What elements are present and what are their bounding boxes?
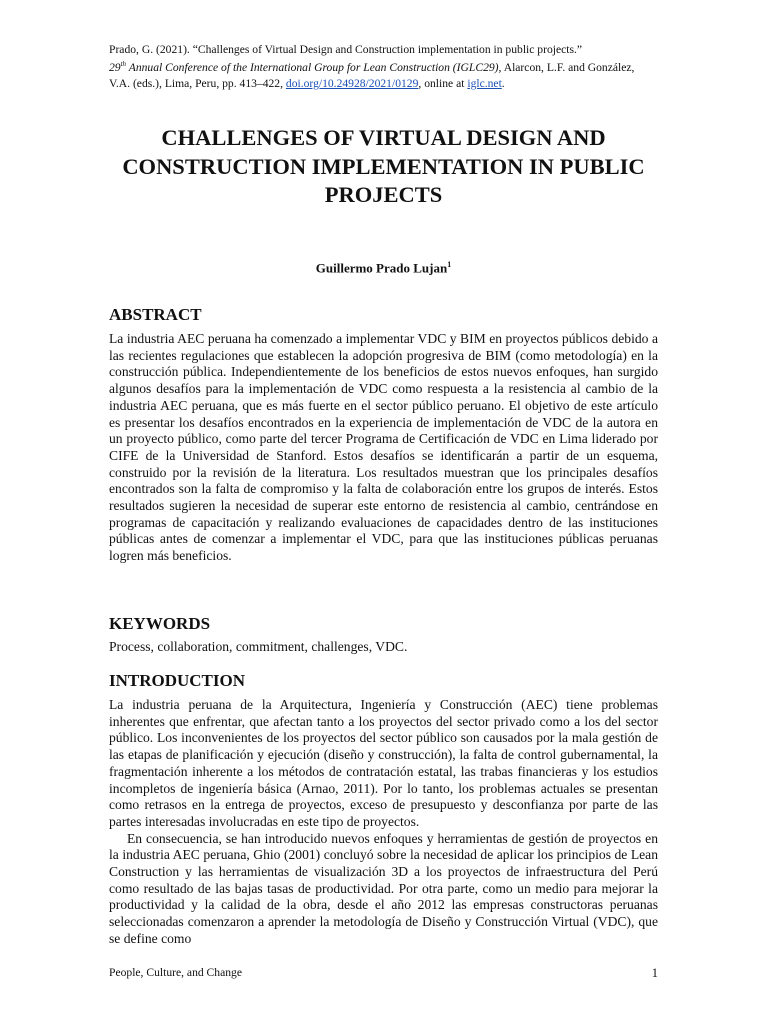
introduction-body bbox=[109, 697, 658, 948]
citation-editors: Alarcon, L.F. and González, V.A. (eds.), Lima, Peru, pp. 413–422, bbox=[109, 61, 635, 90]
iglc-link[interactable]: iglc.net bbox=[467, 76, 502, 90]
introduction-heading: INTRODUCTION bbox=[109, 671, 246, 690]
keywords-heading: KEYWORDS bbox=[109, 614, 211, 633]
author-name: Guillermo Prado Lujan bbox=[315, 260, 448, 276]
page-number: 1 bbox=[651, 966, 658, 980]
author-line bbox=[109, 260, 658, 276]
author-footnote-marker: 1 bbox=[447, 260, 452, 269]
conference-name: 29th Annual Conference of the International Group for Lean Construction (IGLC29), bbox=[109, 60, 502, 75]
abstract-text: La industria AEC peruana ha comenzado a implementar VDC y BIM en proyectos públicos debido a las recientes regulaciones que establecen la adopción progresiva de BIM (como metodología) en la construcción pública. Independientemente de los beneficios de estos nuevos enfoques, han surgido algunos desafíos para la implementación de VDC como respuesta a la resistencia al cambio de la industria AEC peruana, que es más fuerte en el sector público peruano. El objetivo de este artículo es presentar los desafíos encontrados en la experiencia de implementación de VDC de la autora en un proyecto público, como parte del tercer Programa de Certificación de VDC en Lima liderado por CIFE de la Universidad de Stanford. Estos desafíos se identificarán a partir de un esquema, construido por la revisión de la literatura. Los resultados muestran que los principales desafíos encontrados son la falta de compromiso y la falta de colaboración entre los grupos de interés. Estos resultados sugieren la necesidad de superar este entorno de resistencia al cambio, centrándose en programas de capacitación y realizando evaluaciones de capacidades dentro de las instituciones públicas antes de comenzar a implementar el VDC, para que las instituciones públicas peruanas logren más beneficios. bbox=[109, 331, 658, 564]
citation-header: Prado, G. (2021). “Challenges of Virtual Design and Construction implementation in public projects.” 29th Annual Conference of the International Group for Lean Construction (IGLC29), Alarcon, L.F. and González, V.A. (eds.), Lima, Peru, pp. 413–422, doi.org/10.24928/2021/0129, online at iglc.net. bbox=[109, 43, 635, 90]
introduction-paragraph-1: La industria peruana de la Arquitectura, Ingeniería y Construcción (AEC) tiene problemas inherentes que enfrentar, que afectan tanto a los proyectos del sector privado como a los del sector público. Los inconvenientes de los proyectos del sector público son causados por la mala gestión de las etapas de planificación y ejecución (diseño y construcción), la falta de control gubernamental, la fragmentación inherente a los métodos de contratación estatal, las trabas financieras y los estudios incompletos de ingeniería básica (Arnao, 2011). Por lo tanto, los problemas actuales se presentan como retrasos en la entrega de proyectos, exceso de presupuesto y desconfianza por parte de las partes interesadas involucradas en este tipo de proyectos. bbox=[109, 697, 658, 829]
footer-track: People, Culture, and Change bbox=[109, 966, 242, 979]
paper-title: CHALLENGES OF VIRTUAL DESIGN AND CONSTRUCTION IMPLEMENTATION IN PUBLIC PROJECTS bbox=[122, 125, 645, 207]
doi-link[interactable]: doi.org/10.24928/2021/0129 bbox=[285, 76, 419, 90]
keywords-text: Process, collaboration, commitment, challenges, VDC. bbox=[109, 639, 408, 654]
citation-line1: Prado, G. (2021). “Challenges of Virtual Design and Construction implementation in public projects.” bbox=[109, 43, 583, 56]
introduction-paragraph-2: En consecuencia, se han introducido nuevos enfoques y herramientas de gestión de proyectos en la industria AEC peruana, Ghio (2001) concluyó sobre la necesidad de aplicar los principios de Lean Construction y las herramientas de visualización 3D a los proyectos de infraestructura del Perú como resultado de las bajas tasas de productividad. Por otra parte, como un medio para mejorar la productividad y la calidad de la obra, desde el año 2012 las empresas constructoras peruanas seleccionadas comenzaron a aprender la metodología de Diseño y Construcción Virtual (VDC), que se define como bbox=[109, 830, 658, 946]
abstract-heading: ABSTRACT bbox=[109, 305, 202, 324]
